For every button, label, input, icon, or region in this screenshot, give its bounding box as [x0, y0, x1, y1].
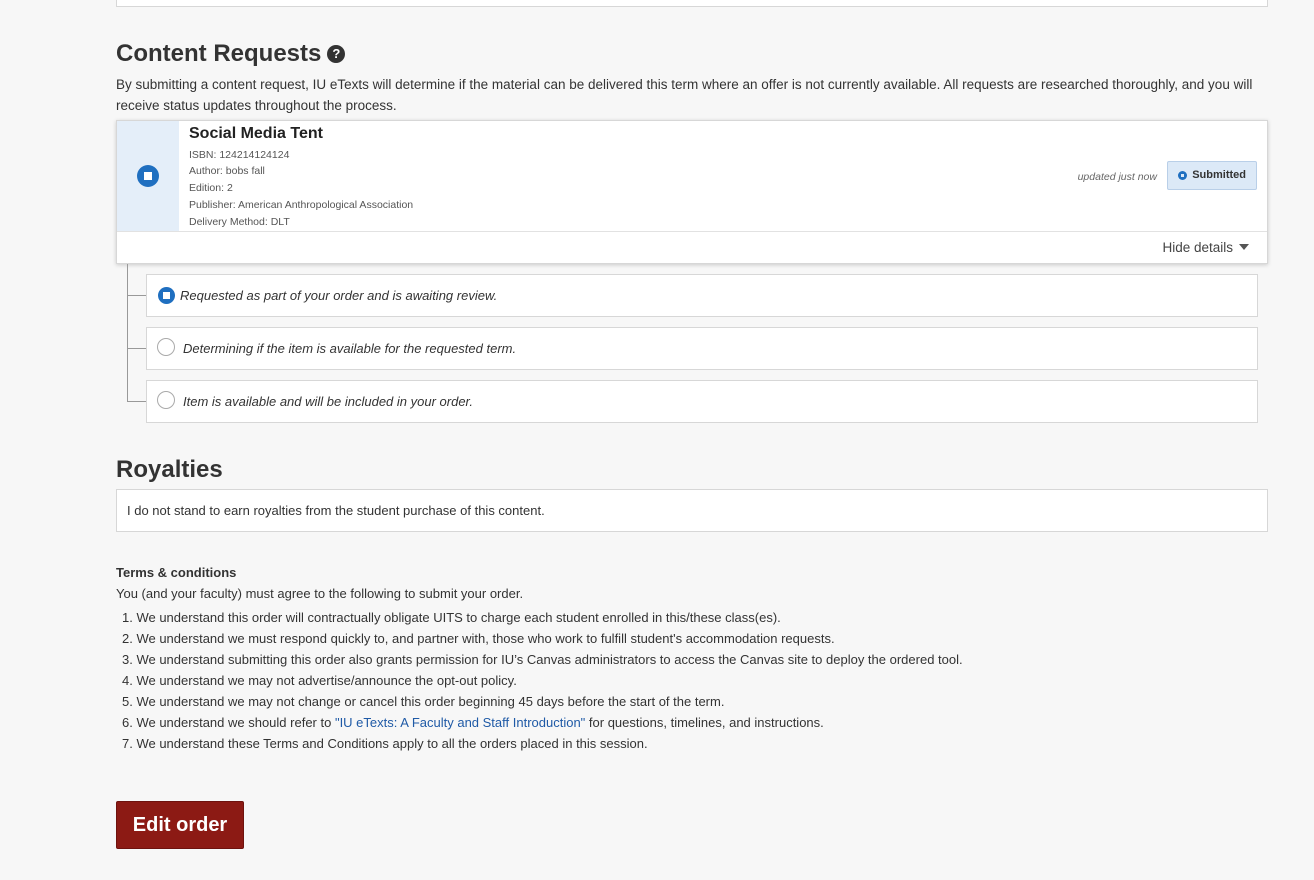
- request-delivery-method: Delivery Method: DLT: [189, 216, 290, 228]
- terms-item: 2. We understand we must respond quickly to, and partner with, those who work to fulfill student's accommodation requests.: [122, 631, 835, 646]
- hide-details-label: Hide details: [1162, 240, 1233, 255]
- terms-intro: You (and your faculty) must agree to the following to submit your order.: [116, 586, 524, 601]
- royalties-heading: Royalties: [116, 456, 223, 483]
- status-badge-label: Submitted: [1192, 169, 1246, 181]
- terms-item-text: 6. We understand we should refer to: [122, 715, 335, 730]
- request-isbn: ISBN: 124214124124: [189, 149, 290, 161]
- request-title: Social Media Tent: [189, 125, 323, 142]
- step-active-icon: [158, 287, 175, 304]
- step-pending-icon: [157, 391, 175, 409]
- terms-item: 1. We understand this order will contractually obligate UITS to charge each student enrolled in this/these class(es).: [122, 610, 781, 625]
- status-indicator-icon: [137, 165, 159, 187]
- terms-heading: Terms & conditions: [116, 565, 237, 580]
- edit-order-button[interactable]: Edit order: [116, 801, 244, 849]
- royalties-box: [116, 489, 1268, 532]
- terms-item: 4. We understand we may not advertise/announce the opt-out policy.: [122, 673, 517, 688]
- timeline-connector: [127, 401, 146, 402]
- request-progress-timeline: [116, 264, 1266, 422]
- content-requests-intro: By submitting a content request, IU eTexts will determine if the material can be delivered this term where an offer is not currently available. All requests are researched thoroughly, and you will receive status updates throughout the process.: [116, 77, 1253, 113]
- step-text: Requested as part of your order and is awaiting review.: [180, 288, 498, 303]
- royalties-text: I do not stand to earn royalties from the student purchase of this content.: [127, 503, 545, 518]
- step-pending-icon: [157, 338, 175, 356]
- terms-item: 3. We understand submitting this order also grants permission for IU’s Canvas administrators to access the Canvas site to deploy the ordered tool.: [122, 652, 963, 667]
- content-requests-title: Content Requests: [116, 40, 322, 67]
- request-status-column: [117, 121, 179, 231]
- status-badge: [1167, 161, 1257, 190]
- updated-timestamp: updated just now: [1077, 171, 1157, 183]
- request-publisher: Publisher: American Anthropological Association: [189, 199, 414, 211]
- terms-item: [122, 712, 963, 733]
- timeline-step-determining: [146, 327, 1258, 370]
- request-author: Author: bobs fall: [189, 165, 265, 177]
- content-requests-heading: [116, 40, 345, 68]
- terms-item: 5. We understand we may not change or cancel this order beginning 45 days before the start of the term.: [122, 694, 725, 709]
- step-text: Determining if the item is available for the requested term.: [183, 341, 517, 356]
- hide-details-toggle[interactable]: [1162, 240, 1249, 255]
- previous-section-box: [116, 0, 1268, 7]
- content-request-card: [116, 120, 1268, 264]
- faculty-intro-link[interactable]: "IU eTexts: A Faculty and Staff Introduction": [334, 715, 586, 730]
- terms-item: 7. We understand these Terms and Conditions apply to all the orders placed in this session.: [122, 736, 648, 751]
- timeline-step-available: [146, 380, 1258, 423]
- caret-down-icon: [1239, 244, 1249, 250]
- terms-item-text: for questions, timelines, and instructions.: [585, 715, 824, 730]
- card-footer: [117, 231, 1267, 264]
- timeline-step-review: [146, 274, 1258, 317]
- request-edition: Edition: 2: [189, 182, 233, 194]
- status-dot-icon: [1178, 171, 1187, 180]
- question-circle-icon[interactable]: ?: [327, 45, 345, 63]
- timeline-line: [127, 264, 128, 402]
- step-text: Item is available and will be included in your order.: [183, 394, 474, 409]
- timeline-connector: [127, 295, 146, 296]
- timeline-connector: [127, 348, 146, 349]
- terms-list: [122, 607, 963, 754]
